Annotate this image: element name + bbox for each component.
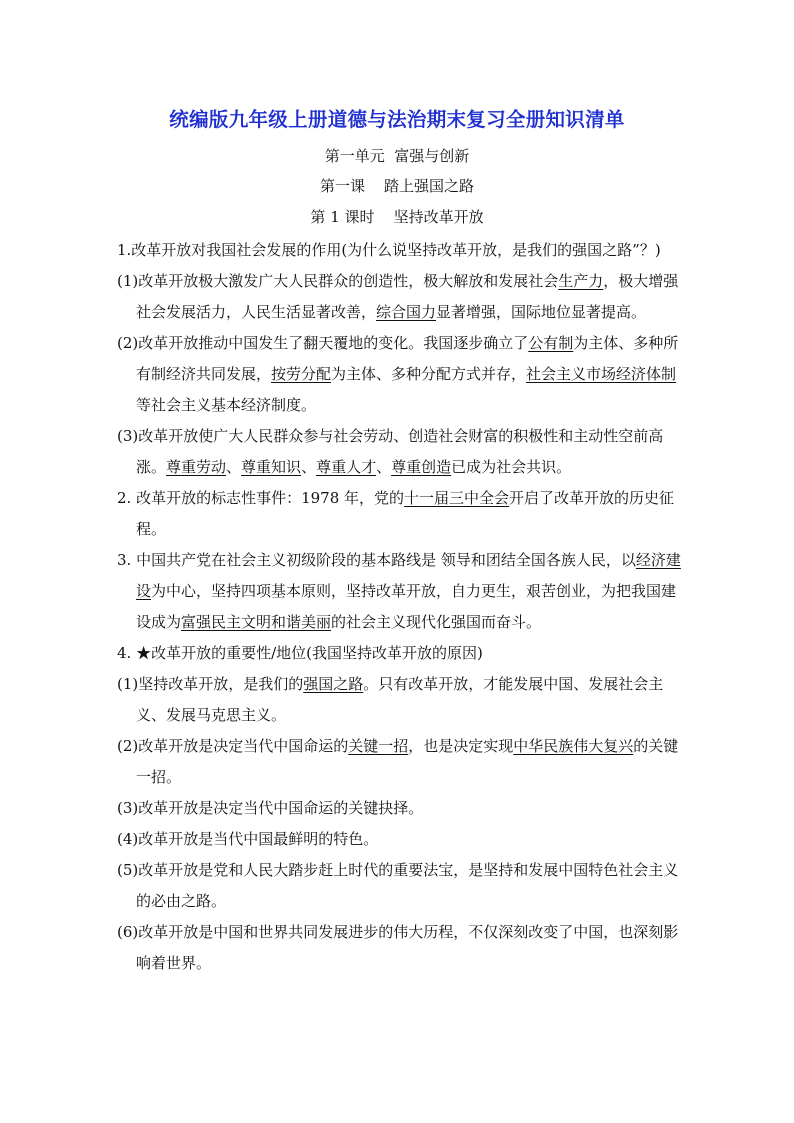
point-1-3: (3)改革开放使广大人民群众参与社会劳动、创造社会财富的积极性和主动性空前高涨。尊重劳动、尊重知识、尊重人才、尊重创造已成为社会共识。 [117, 427, 664, 476]
document-title: 统编版九年级上册道德与法治期末复习全册知识清单 [169, 108, 625, 131]
key-term: 公有制 [528, 334, 574, 352]
key-term: 社会主义市场经济体制 [526, 365, 677, 383]
question-3: 3. 中国共产党在社会主义初级阶段的基本路线是 领导和团结全国各族人民，以经济建设为中心，坚持四项基本原则，坚持改革开放，自力更生，艰苦创业，为把我国建设成为富强民主文明和谐美丽的社会主义现代化强国而奋斗。 [117, 551, 681, 631]
key-term: 尊重创造 [391, 458, 452, 476]
question-1: 1.改革开放对我国社会发展的作用(为什么说坚持改革开放，是我们的强国之路”？) [117, 241, 661, 259]
point-1-1: (1)改革开放极大激发广大人民群众的创造性，极大解放和发展社会生产力，极大增强社会发展活力，人民生活显著改善，综合国力显著增强，国际地位显著提高。 [117, 272, 679, 321]
key-term: 尊重劳动 [166, 458, 227, 476]
question-2: 2. 改革开放的标志性事件：1978 年，党的十一届三中全会开启了改革开放的历史征程。 [117, 489, 675, 538]
point-4-1: (1)坚持改革开放，是我们的强国之路。只有改革开放，才能发展中国、发展社会主义、发展马克思主义。 [117, 675, 664, 724]
point-1-2: (2)改革开放推动中国发生了翻天覆地的变化。我国逐步确立了公有制为主体、多种所有制经济共同发展，按劳分配为主体、多种分配方式并存，社会主义市场经济体制等社会主义基本经济制度。 [117, 334, 679, 414]
point-4-5: (5)改革开放是党和人民大踏步赶上时代的重要法宝，是坚持和发展中国特色社会主义的必由之路。 [117, 861, 679, 910]
point-4-4: (4)改革开放是当代中国最鲜明的特色。 [117, 830, 379, 848]
content-body [117, 235, 683, 979]
key-term: 富强民主文明和谐美丽 [181, 613, 332, 631]
unit-heading: 第一单元 富强与创新 [324, 147, 470, 165]
key-term: 中华民族伟大复兴 [513, 737, 634, 755]
question-4: 4. ★改革开放的重要性/地位(我国坚持改革开放的原因) [117, 644, 483, 662]
key-term: 按劳分配 [271, 365, 332, 383]
key-term: 强国之路 [303, 675, 364, 693]
period-heading: 第 1 课时 坚持改革开放 [310, 208, 484, 226]
key-term: 生产力 [558, 272, 604, 290]
lesson-heading: 第一课 踏上强国之路 [319, 177, 475, 195]
point-4-6: (6)改革开放是中国和世界共同发展进步的伟大历程，不仅深刻改变了中国，也深刻影响着世界。 [117, 923, 679, 972]
key-term: 十一届三中全会 [404, 489, 510, 507]
key-term: 经济建设 [136, 551, 681, 600]
point-4-2: (2)改革开放是决定当代中国命运的关键一招，也是决定实现中华民族伟大复兴的关键一招。 [117, 737, 679, 786]
key-term: 关键一招 [348, 737, 409, 755]
key-term: 尊重知识 [241, 458, 302, 476]
key-term: 综合国力 [376, 303, 437, 321]
key-term: 尊重人才 [316, 458, 377, 476]
point-4-3: (3)改革开放是决定当代中国命运的关键抉择。 [117, 799, 424, 817]
